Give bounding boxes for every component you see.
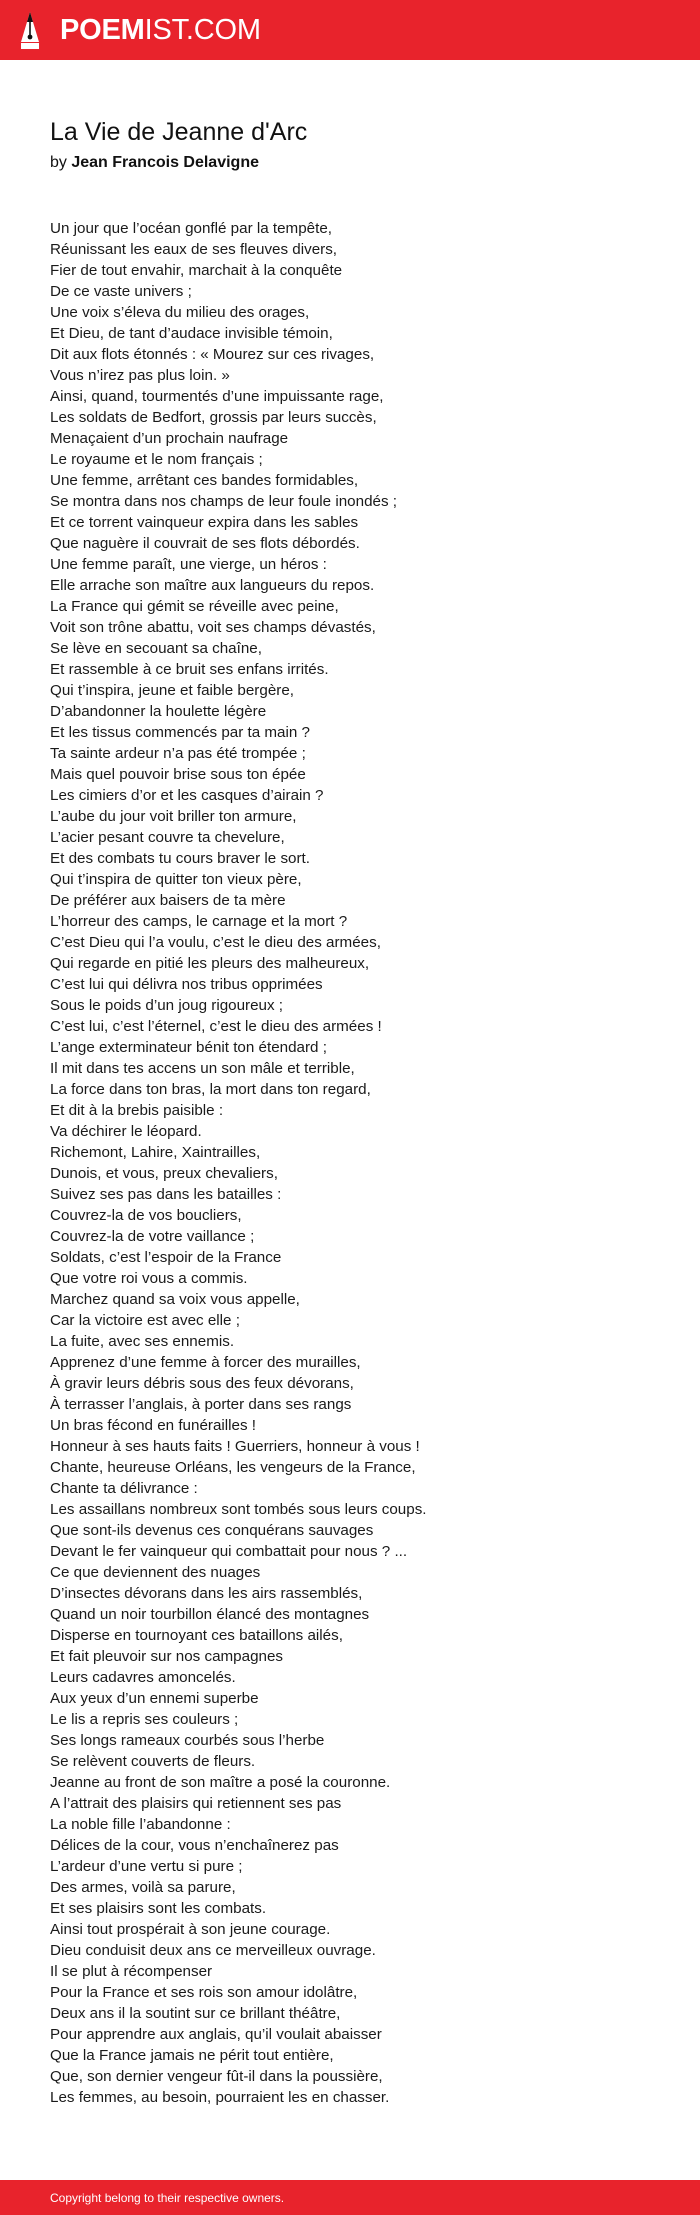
poem-line: Réunissant les eaux de ses fleuves divers,: [50, 241, 338, 258]
poem-line: Ses longs rameaux courbés sous l’herbe: [50, 1732, 325, 1749]
poem-line: Les soldats de Bedfort, grossis par leurs succès,: [50, 409, 377, 426]
site-logo-link[interactable]: [18, 10, 261, 50]
poem-line: Et fait pleuvoir sur nos campagnes: [50, 1648, 283, 1665]
poem-line: Le lis a repris ses couleurs ;: [50, 1711, 239, 1728]
poem-line: Pour la France et ses rois son amour idolâtre,: [50, 1984, 358, 2001]
poem-line: Et dit à la brebis paisible :: [50, 1102, 224, 1119]
site-logo-text: [60, 13, 261, 46]
poem-line: Suivez ses pas dans les batailles :: [50, 1186, 282, 1203]
poem-line: Et ce torrent vainqueur expira dans les sables: [50, 514, 359, 531]
site-footer: [0, 2180, 700, 2215]
poem-line: Des armes, voilà sa parure,: [50, 1879, 236, 1896]
poem-line: Se lève en secouant sa chaîne,: [50, 640, 262, 657]
poem-line: Ainsi, quand, tourmentés d’une impuissante rage,: [50, 388, 384, 405]
poem-line: La force dans ton bras, la mort dans ton regard,: [50, 1081, 371, 1098]
poem-line: Le royaume et le nom français ;: [50, 451, 263, 468]
poem-line: Que, son dernier vengeur fût-il dans la poussière,: [50, 2068, 383, 2085]
poem-line: Que sont-ils devenus ces conquérans sauvages: [50, 1522, 374, 1539]
poem-line: Qui t’inspira de quitter ton vieux père,: [50, 871, 302, 888]
poem-line: Ce que deviennent des nuages: [50, 1564, 261, 1581]
poem-line: Car la victoire est avec elle ;: [50, 1312, 240, 1329]
poem-line: Devant le fer vainqueur qui combattait pour nous ? ...: [50, 1543, 408, 1560]
poem-line: C’est Dieu qui l’a voulu, c’est le dieu des armées,: [50, 934, 381, 951]
poem-line: Les assaillans nombreux sont tombés sous leurs coups.: [50, 1501, 427, 1518]
poem-line: C’est lui qui délivra nos tribus opprimées: [50, 976, 323, 993]
poem-line: Se relèvent couverts de fleurs.: [50, 1753, 256, 1770]
poem-line: Les cimiers d’or et les casques d’airain ?: [50, 787, 324, 804]
author-name[interactable]: Jean Francois Delavigne: [71, 154, 259, 171]
poem-title: La Vie de Jeanne d'Arc: [50, 118, 308, 146]
poem-line: Une voix s’éleva du milieu des orages,: [50, 304, 310, 321]
poem-line: Quand un noir tourbillon élancé des montagnes: [50, 1606, 370, 1623]
poem-line: Mais quel pouvoir brise sous ton épée: [50, 766, 306, 783]
poem-line: Sous le poids d’un joug rigoureux ;: [50, 997, 284, 1014]
poem-line: Ta sainte ardeur n’a pas été trompée ;: [50, 745, 306, 762]
poem-line: Dieu conduisit deux ans ce merveilleux ouvrage.: [50, 1942, 376, 1959]
poem-line: La noble fille l’abandonne :: [50, 1816, 231, 1833]
poem-line: De ce vaste univers ;: [50, 283, 192, 300]
fountain-pen-nib-icon: [18, 10, 42, 50]
site-header: [0, 0, 700, 60]
poem-line: Il mit dans tes accens un son mâle et terrible,: [50, 1060, 355, 1077]
poem-line: L’aube du jour voit briller ton armure,: [50, 808, 297, 825]
poem-line: Qui t’inspira, jeune et faible bergère,: [50, 682, 294, 699]
poem-line: Ainsi tout prospérait à son jeune courage.: [50, 1921, 331, 1938]
by-label: by: [50, 154, 67, 171]
poem-line: Deux ans il la soutint sur ce brillant théâtre,: [50, 2005, 341, 2022]
copyright-notice: Copyright belong to their respective owners.: [50, 2190, 285, 2205]
poem-line: Les femmes, au besoin, pourraient les en chasser.: [50, 2089, 390, 2106]
poem-line: Dit aux flots étonnés : « Mourez sur ces rivages,: [50, 346, 375, 363]
poem-line: Que votre roi vous a commis.: [50, 1270, 248, 1287]
poem-line: Chante, heureuse Orléans, les vengeurs de la France,: [50, 1459, 416, 1476]
poem-line: D’abandonner la houlette légère: [50, 703, 267, 720]
poem-line: Dunois, et vous, preux chevaliers,: [50, 1165, 278, 1182]
poem-header: [50, 116, 670, 174]
poem-line: L’horreur des camps, le carnage et la mort ?: [50, 913, 348, 930]
poem-line: L’ange exterminateur bénit ton étendard ;: [50, 1039, 327, 1056]
poem-line: Voit son trône abattu, voit ses champs dévastés,: [50, 619, 376, 636]
poem-line: Que la France jamais ne périt tout entière,: [50, 2047, 334, 2064]
poem-line: Un jour que l’océan gonflé par la tempête,: [50, 220, 332, 237]
poem-line: Vous n’irez pas plus loin. »: [50, 367, 230, 384]
poem-line: À terrasser l’anglais, à porter dans ses rangs: [50, 1396, 352, 1413]
poem-line: C’est lui, c’est l’éternel, c’est le dieu des armées !: [50, 1018, 382, 1035]
poem-line: Une femme, arrêtant ces bandes formidables,: [50, 472, 359, 489]
poem-line: Marchez quand sa voix vous appelle,: [50, 1291, 300, 1308]
poem-line: Jeanne au front de son maître a posé la couronne.: [50, 1774, 391, 1791]
poem-line: Soldats, c’est l’espoir de la France: [50, 1249, 282, 1266]
poem-line: Leurs cadavres amoncelés.: [50, 1669, 236, 1686]
poem-line: Chante ta délivrance :: [50, 1480, 198, 1497]
poem-line: Et ses plaisirs sont les combats.: [50, 1900, 267, 1917]
poem-line: Et Dieu, de tant d’audace invisible témoin,: [50, 325, 333, 342]
poem-line: Couvrez-la de vos boucliers,: [50, 1207, 242, 1224]
poem-line: Elle arrache son maître aux langueurs du repos.: [50, 577, 375, 594]
poem-line: Que naguère il couvrait de ses flots débordés.: [50, 535, 360, 552]
poem-line: Se montra dans nos champs de leur foule inondés ;: [50, 493, 397, 510]
poem-line: Fier de tout envahir, marchait à la conquête: [50, 262, 343, 279]
poem-line: Menaçaient d’un prochain naufrage: [50, 430, 289, 447]
poem-line: L’acier pesant couvre ta chevelure,: [50, 829, 285, 846]
poem-line: À gravir leurs débris sous des feux dévorans,: [50, 1375, 354, 1392]
poem-line: Va déchirer le léopard.: [50, 1123, 202, 1140]
poem-line: Un bras fécond en funérailles !: [50, 1417, 256, 1434]
poem-line: L’ardeur d’une vertu si pure ;: [50, 1858, 243, 1875]
poem-line: Aux yeux d’un ennemi superbe: [50, 1690, 259, 1707]
poem-body: [50, 218, 670, 2108]
poem-line: Richemont, Lahire, Xaintrailles,: [50, 1144, 261, 1161]
byline: [50, 152, 670, 174]
logo-text-light: IST.COM: [144, 13, 261, 46]
poem-line: A l’attrait des plaisirs qui retiennent ses pas: [50, 1795, 342, 1812]
poem-line: Pour apprendre aux anglais, qu’il voulait abaisser: [50, 2026, 382, 2043]
poem-line: De préférer aux baisers de ta mère: [50, 892, 286, 909]
logo-text-bold: POEM: [60, 13, 145, 46]
poem-line: Et des combats tu cours braver le sort.: [50, 850, 310, 867]
poem-line: Et les tissus commencés par ta main ?: [50, 724, 310, 741]
poem-line: Disperse en tournoyant ces bataillons ailés,: [50, 1627, 343, 1644]
poem-line: D’insectes dévorans dans les airs rassemblés,: [50, 1585, 363, 1602]
poem-line: Délices de la cour, vous n’enchaînerez pas: [50, 1837, 339, 1854]
poem-line: Et rassemble à ce bruit ses enfans irrités.: [50, 661, 329, 678]
poem-line: Une femme paraît, une vierge, un héros :: [50, 556, 327, 573]
poem-line: Couvrez-la de votre vaillance ;: [50, 1228, 255, 1245]
poem-line: Apprenez d’une femme à forcer des murailles,: [50, 1354, 361, 1371]
poem-line: Il se plut à récompenser: [50, 1963, 213, 1980]
poem-line: Qui regarde en pitié les pleurs des malheureux,: [50, 955, 370, 972]
poem-line: La France qui gémit se réveille avec peine,: [50, 598, 339, 615]
poem-line: Honneur à ses hauts faits ! Guerriers, honneur à vous !: [50, 1438, 420, 1455]
poem-line: La fuite, avec ses ennemis.: [50, 1333, 235, 1350]
